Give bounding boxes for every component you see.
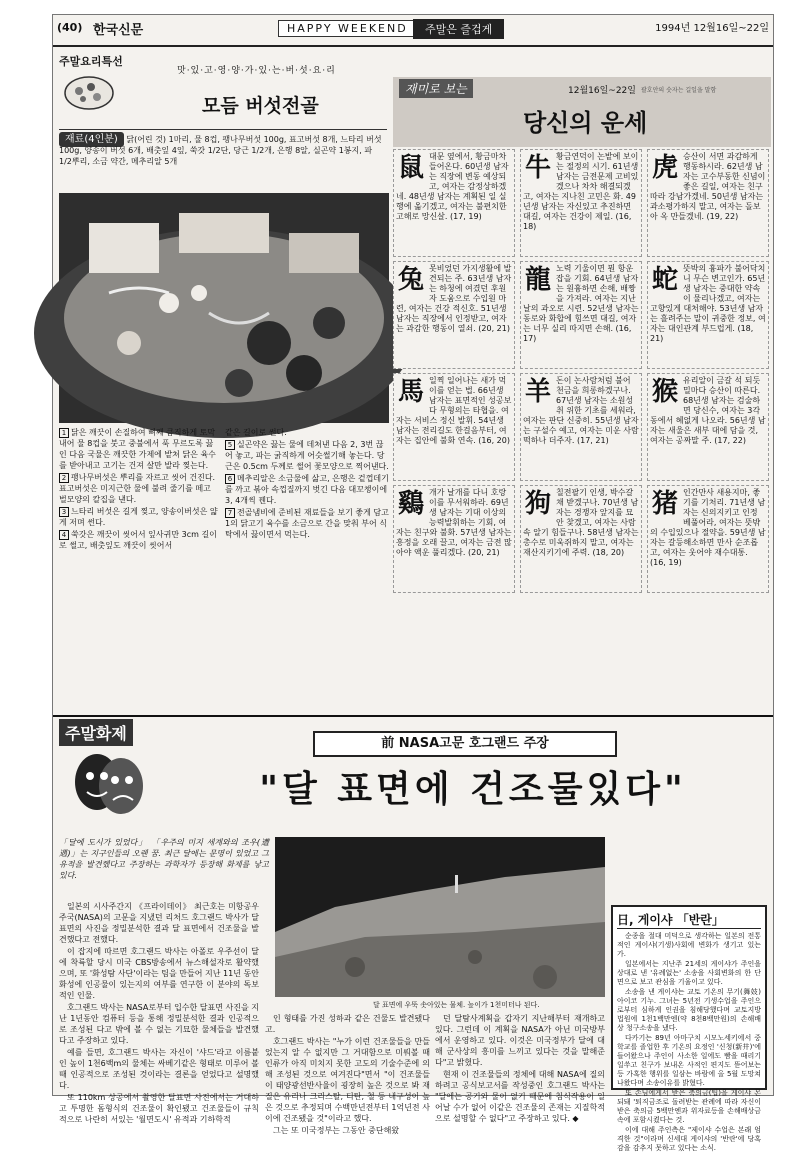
feature-lead: 「달에 도시가 있었다」 「우주의 미지 세계와의 조우(遭遇)」는 지구인들의 오랜 꿈. 최근 달에는 문명이 있었고 그 유적을 발견했다고 주장하는 과학자가 등장해 화제를 낳고 있다. bbox=[59, 838, 269, 880]
sign-text: 못비었던 가지생활에 발견되는 주. 63년생 남자는 하청에 여겼던 후원자 도움으로 수입원 마련, 여자는 건강 적신호. 51년생 남자는 직장에서 인정받고, 여자는 과감한 행동이 열쇠. (20, 21) bbox=[396, 264, 512, 333]
sign-text: 유리알이 금갈 석 되듯 밀마다 승산이 따른다. 68년생 남자는 검술하면 당신수, 여자는 3각 동에서 혜없게 나오라. 56년생 남자는 새울은 새부 대에 담을 것, 여자는 공짜말 주. (17, 22) bbox=[650, 376, 766, 445]
body-paragraph: 일본의 시사주간지 《프라이데이》 최근호는 미항공우주국(NASA)의 고문을 지냈던 리처드 호그랜드 박사가 달 표면의 사진을 정밀분석한 결과 달 표면에서 건조물을 발견했다고 전했다. bbox=[59, 902, 259, 944]
moon-photo bbox=[275, 837, 605, 997]
zodiac-rat-icon: 鼠 bbox=[397, 153, 424, 183]
horoscope-sign bbox=[647, 485, 769, 593]
horoscope-banner bbox=[393, 77, 771, 147]
sign-text: 승산이 서면 과감하게 행동하시라. 62년생 남자는 고수부동한 신념이 좋은 길일, 여자는 친구따라 강남가겠네. 50년생 남자는 과소평가하지 말고, 여자는 돌보아 옥 만들겠네. (19, 22) bbox=[650, 152, 766, 221]
horoscope-title: 당신의 운세 bbox=[523, 108, 648, 137]
feature-column-2 bbox=[265, 1013, 430, 1135]
ingredients-label: 재료(4인분) bbox=[59, 132, 124, 147]
sidebar-paragraph: 순종을 절대 미덕으로 생각하는 일본의 전통적인 게이샤(기생)사회에 변화가 생기고 있는가. bbox=[617, 932, 761, 958]
step-number: 5 bbox=[225, 440, 235, 450]
sign-text: 일찍 일어나는 새가 먹이를 얻는 법. 66년생 남자는 표면적인 성공보다 무형의는 타협을. 여자는 서비스 정신 발휘. 54년생 남자는 전리길도 한걸음부터, 여자는 집안에 불화 연속. (16, 20) bbox=[396, 376, 512, 445]
hotpot-photo bbox=[59, 193, 389, 423]
body-paragraph: 던 달탐사계획을 갑자기 지난해부터 재개하고 있다. 그런데 이 계획을 NASA가 아닌 미국방부에서 운영하고 있다. 이것은 미국정부가 달에 대해 군사상의 흥미를 느끼고 있다는 것을 말해준다"고 밝혔다. bbox=[435, 1014, 605, 1067]
recipe-step bbox=[59, 472, 219, 505]
section-label: 주말은 즐겁게 bbox=[413, 19, 504, 39]
zodiac-snake-icon: 蛇 bbox=[651, 265, 678, 295]
feature-column-3 bbox=[435, 1013, 605, 1123]
ingredients-text: 닭(어린 것) 1마리, 물 8컵, 팽나무버섯 100g, 표고버섯 8개, 느타리 버섯 100g, 양송이 버섯 6개, 배춧잎 4잎, 쑥갓 1/2단, 당근 1/2개, 은행 8알, 실곤약 1봉지, 파 1/2뿌리, 소금 약간, 메추리알 5개 bbox=[59, 135, 382, 166]
photo-caption: 달 표면에 우뚝 솟아있는 물체. 높이가 1천미터나 된다. bbox=[373, 1001, 540, 1009]
recipe-ingredients bbox=[59, 129, 387, 167]
zodiac-sheep-icon: 羊 bbox=[524, 377, 551, 407]
horoscope-sign bbox=[520, 485, 642, 593]
sidebar-paragraph: 이에 대해 주인측은 "제이샤 수업은 본래 엄격한 것"이라며 신세대 게이샤의 '반란'에 당혹감을 감추지 못하고 있다는 소식. bbox=[617, 1126, 761, 1152]
step-number: 7 bbox=[225, 508, 235, 518]
step-text: 닭은 깨끗이 손질하여 뼈째 큼직하게 토막내어 물 8컵을 붓고 중불에서 푹 무르도록 끓인 다음 국물은 깨끗한 가제에 밭쳐 닭은 육수를 받아내고 고기는 건져 살만 발라 찢는다. bbox=[59, 428, 216, 470]
issue-date: 1994년 12월16일~22일 bbox=[655, 23, 769, 34]
sidebar-title: 日, 게이샤 「반란」 bbox=[617, 911, 761, 929]
feature-section-tag bbox=[59, 719, 169, 829]
sign-text: 노력 기울이면 뭔 항운 잡을 기회. 64년생 남자는 원흉하면 손해, 배짱을 가져라. 여자는 지난날의 과오로 시련. 52년생 남자는 동로와 화합에 힘쓰면 대길, 여자는 너무 실리 따지면 손해. (16, 17) bbox=[523, 264, 639, 343]
body-paragraph: 인 형태를 가진 성하과 같은 건물도 발견됐다고. bbox=[265, 1014, 430, 1034]
step-text: 메추리알은 소금물에 삶고, 은행은 겉껍데기를 까고 볶아 속껍질까지 벗긴 다음 대꼬챙이에 3, 4개씩 꿴다. bbox=[225, 474, 389, 505]
sidebar-body bbox=[617, 932, 761, 1153]
step-text: 느타리 버섯은 길게 찢고, 양송이버섯은 얇게 저며 썬다. bbox=[59, 507, 218, 527]
sign-text: 개가 날개를 다니 호랑이를 무서워하라. 69년생 남자는 기대 이상의 능력발휘하는 기회, 여자는 친구와 불화. 57년생 남자는 흥정을 오래 끌고, 여자는 금전 많아야 액운 풀리겠다. (20, 21) bbox=[396, 488, 512, 557]
sign-text: 뜻박의 흉파가 불어닥치니 무슨 변고인가. 65년생 남자는 중대한 약속이 물리나겠고, 여자는 고향있게 대처해야. 53년생 남자는 흘려주는 말이 귀중한 정보, 여자는 대인관계 부드럽게. (18, 21) bbox=[650, 264, 766, 343]
feature-column-1 bbox=[59, 901, 259, 1124]
sidebar-paragraph: 일본에서는 지난주 21세의 게이샤가 주인을 상대로 낸 '유례없는' 소송을 사회변화의 한 단면으로 보고 관심을 기울이고 있다. bbox=[617, 960, 761, 986]
recipe-step bbox=[225, 507, 389, 540]
recipe-title: 모듬 버섯전골 bbox=[202, 95, 319, 117]
horoscope-sign bbox=[520, 373, 642, 481]
horoscope-date: 12월16일~22일 bbox=[568, 86, 636, 96]
sign-text: 황금연덕이 논밭에 보이는 절정의 시기. 61년생 남자는 금전문제 고비있겠으나 차차 해결되겠고, 여자는 지나친 고민은 화. 49년생 남자는 자신있고 추진하면 대길, 여자는 건강이 제일. (16, 18) bbox=[523, 152, 639, 231]
recipe-step bbox=[59, 529, 219, 551]
sign-text: 칠전팔기 인생, 박수갈채 받겠구나. 70년생 남자는 경쟁자 앞지를 묘안 찾겠고, 여자는 사람속 알기 힘들구나. 58년생 남자는 총수로 미욱쥐하지 말고, 여자는 재산지키기에 주력. (18, 20) bbox=[523, 488, 639, 557]
step-text: 실곤약은 끓는 물에 데쳐낸 다음 2, 3번 끊어 놓고, 파는 굵직하게 어슷썰기해 놓는다. 당근은 0.5cm 두께로 썰어 꽃모양으로 찍어낸다. bbox=[225, 440, 389, 471]
body-paragraph: 호그랜드 박사는 NASA로부터 입수한 달표면 사진을 지난 1년동안 컴퓨터 등을 통해 정밀분석한 결과 인공적으로 조성된 다고 밖에 볼 수 없는 기묘한 물체들을 발견했다고 주장하고 있다. bbox=[59, 1003, 259, 1045]
step-number: 3 bbox=[59, 507, 69, 517]
step-text: 전골냄비에 준비된 재료들을 보기 좋게 담고 1의 닭고기 육수를 소금으로 간을 맞춰 부어 식탁에서 끓이면서 먹는다. bbox=[225, 508, 389, 539]
hotpot-image bbox=[59, 193, 389, 423]
horoscope-sign bbox=[647, 149, 769, 257]
recipe-step bbox=[59, 506, 219, 528]
body-paragraph: 예를 들면, 호그랜드 박사는 자신이 '샤드'라고 이름붙인 높이 1천6백m의 물체는 싸베기같은 형태로 미루어 볼 때 인공적으로 조성된 것이라는 결론을 얻었다고 설명했다. bbox=[59, 1048, 259, 1090]
horoscope-sign bbox=[393, 485, 515, 593]
weekly-label: HAPPY WEEKEND bbox=[278, 20, 417, 37]
zodiac-monkey-icon: 猴 bbox=[651, 377, 678, 407]
page-header bbox=[53, 15, 773, 47]
horoscope-sign bbox=[393, 373, 515, 481]
feature-headline: "달 표면에 건조물있다" bbox=[259, 769, 687, 810]
zodiac-pig-icon: 猪 bbox=[651, 489, 678, 519]
horoscope-sign bbox=[647, 261, 769, 369]
recipe-steps-left bbox=[59, 427, 219, 712]
theater-masks-icon bbox=[59, 746, 159, 816]
zodiac-rabbit-icon: 兔 bbox=[397, 265, 424, 295]
body-paragraph: 또 110km 상공에서 촬영한 달표면 사진에서는 거대하고 투명한 돔형식의 건조물이 확인됐고 건조물들이 규칙적으로 나란히 서있는 '월면도시' 유적과 기하학적 bbox=[59, 1093, 259, 1124]
body-paragraph: 현재 이 건조물들의 정체에 대해 NASA에 질의하려고 공식보고서를 작성중인 호그랜드 박사는 "달에는 공기와 물이 없기 때문에 침식작용이 일어날 수가 없어 이같은 건조물의 존재는 지질학적으로 설명할 수 없다"고 주장하고 있다. ◆ bbox=[435, 1070, 605, 1123]
step-number: 2 bbox=[59, 473, 69, 483]
horoscope-sign bbox=[520, 149, 642, 257]
sidebar-paragraph: 소송을 낸 게이샤는 교토 기온의 무기(舞妓) 아이코 기누. 그녀는 5년전 기생수업을 주인으로부터 심하게 인권을 침해당했다며 교토지방법원에 1천1백만엔(약 8천8백만원)의 손해배상 청구소송을 냈다. bbox=[617, 988, 761, 1032]
recipe-step bbox=[225, 473, 389, 506]
zodiac-rooster-icon: 鷄 bbox=[397, 489, 424, 519]
recipe-steps-right bbox=[225, 427, 389, 712]
zodiac-dragon-icon: 龍 bbox=[524, 265, 551, 295]
sign-text: 대문 옆에서, 황금마차 들어온다. 60년생 남자는 직장에 변동 예상되고, 여자는 감정상하겠네. 48년생 남자는 계획된 일 실행에 옮기겠고, 여자는 불편치한 고해로 망신살. (17, 19) bbox=[396, 152, 509, 221]
zodiac-tiger-icon: 虎 bbox=[651, 153, 678, 183]
moon-surface-image bbox=[275, 837, 605, 997]
step-number: 6 bbox=[225, 474, 235, 484]
recipe-step bbox=[225, 439, 389, 472]
step-text: 쑥갓은 깨끗이 씻어서 잎사귀만 3cm 길이로 썰고, 배춧잎도 깨끗이 씻어서 bbox=[59, 530, 217, 550]
geisha-sidebar bbox=[611, 905, 767, 1152]
zodiac-dog-icon: 狗 bbox=[524, 489, 551, 519]
recipe-step bbox=[225, 427, 389, 438]
feature-tag-text: 주말화제 bbox=[59, 719, 133, 746]
sign-text: 돈이 논사람처럼 불어 천금을 희롱하겠구나. 67년생 남자는 소원성취 위한 기초를 세워라, 여자는 판단 신중히. 55년생 남자는 구설수 예고, 여자는 미운 사람 떡하나 더주자. (17, 21) bbox=[523, 376, 639, 445]
horoscope-tag: 재미로 보는 bbox=[399, 79, 473, 98]
horoscope-note: 괄호안의 숫자는 길일을 말함 bbox=[641, 87, 717, 94]
step-number: 4 bbox=[59, 530, 69, 540]
horoscope-sign bbox=[520, 261, 642, 369]
horoscope-sign bbox=[393, 261, 515, 369]
horoscope-section bbox=[393, 77, 771, 707]
sign-text: 인간만사 새용지마, 좋기를 기처리. 71년생 남자는 신의지키고 인정 베풀어라, 여자는 뜻밖의 수입있으나 절약을. 59년생 남자는 갈등해소하면 만사 순조롭고, 여자는 웃어야 재수대통. (16, 19) bbox=[650, 488, 766, 567]
newspaper-page bbox=[52, 14, 774, 1152]
page-number: (40) bbox=[57, 21, 83, 34]
body-paragraph: 호그랜드 박사는 "누가 이런 건조물들을 만들었는지 알 수 없지만 그 거대함으로 미뤄볼 때 인류가 아직 미치지 못한 고도의 기술수준에 의해 조성된 것으로 여겨진다"면서 "이 건조물들이 태양광선반사율이 굉장히 높은 것으로 봐 재질은 유리나 크리스탈, 티탄, 철 등 내구성이 높은 것으로 추정되며 수백만년전부터 1억년전 사이에 건조됐을 것"이라고 했다. bbox=[265, 1037, 430, 1123]
step-number: 1 bbox=[59, 428, 69, 438]
horoscope-sign bbox=[647, 373, 769, 481]
step-text: 팽나무버섯은 뿌리를 자르고 씻어 건진다. 표고버섯은 미지근한 물에 불려 줄기를 떼고 벌모양의 칼집을 낸다. bbox=[59, 473, 216, 504]
step-text: 같은 길이로 썬다. bbox=[225, 428, 287, 437]
recipe-tag-text: 주말요리특선 bbox=[59, 55, 123, 68]
recipe-tagline: 맛·있·고·영·양·가·있·는·버·섯·요·리 bbox=[177, 66, 336, 76]
sidebar-paragraph: 또 손님에게서 받은 축의금(팁)을 게이샤 몬되돼 '퇴직금조로 돌려받는 관례에 따라 자신이 받은 축의금 5백만엔과 위자료등을 손해배상금속에 포함시켰다는 것. bbox=[617, 1089, 761, 1124]
recipe-section-tag bbox=[59, 53, 139, 113]
horoscope-sign bbox=[393, 149, 515, 257]
recipe-step bbox=[59, 427, 219, 471]
sidebar-paragraph: 다카기는 89년 아마구치 시모노세키에서 중학교를 졸업한 후 기온의 요정인 '신청(新井)'에 들어왔으나 주인이 사소한 일에도 빰을 때리기 일쑤고 친구가 보내온 사적인 편지도 뜯어보는 등 가혹한 행위를 일삼는 바람에 올 5월 도망쳐 나왔다며 소송이유를 밝혔다. bbox=[617, 1034, 761, 1087]
zodiac-ox-icon: 牛 bbox=[524, 153, 551, 183]
feature-kicker: 前 NASA고문 호그랜드 주장 bbox=[313, 731, 617, 757]
zodiac-horse-icon: 馬 bbox=[397, 377, 424, 407]
pot-icon bbox=[59, 69, 119, 113]
body-paragraph: 이 잡지에 따르면 호그랜드 박사는 아폴로 우주선이 달에 착륙할 당시 미국 CBS방송에서 뉴스해설자로 활약했으며, 또 '화성탐 사단'이라는 팀을 만들어 지난 11년 동안 화성에 인공물이 있는지의 여부를 연구한 이 분야의 독보적인 인물. bbox=[59, 947, 259, 1000]
publication-name: 한국신문 bbox=[93, 23, 144, 38]
body-paragraph: 그는 또 미국정부는 그동안 중단해왔 bbox=[273, 1126, 400, 1135]
